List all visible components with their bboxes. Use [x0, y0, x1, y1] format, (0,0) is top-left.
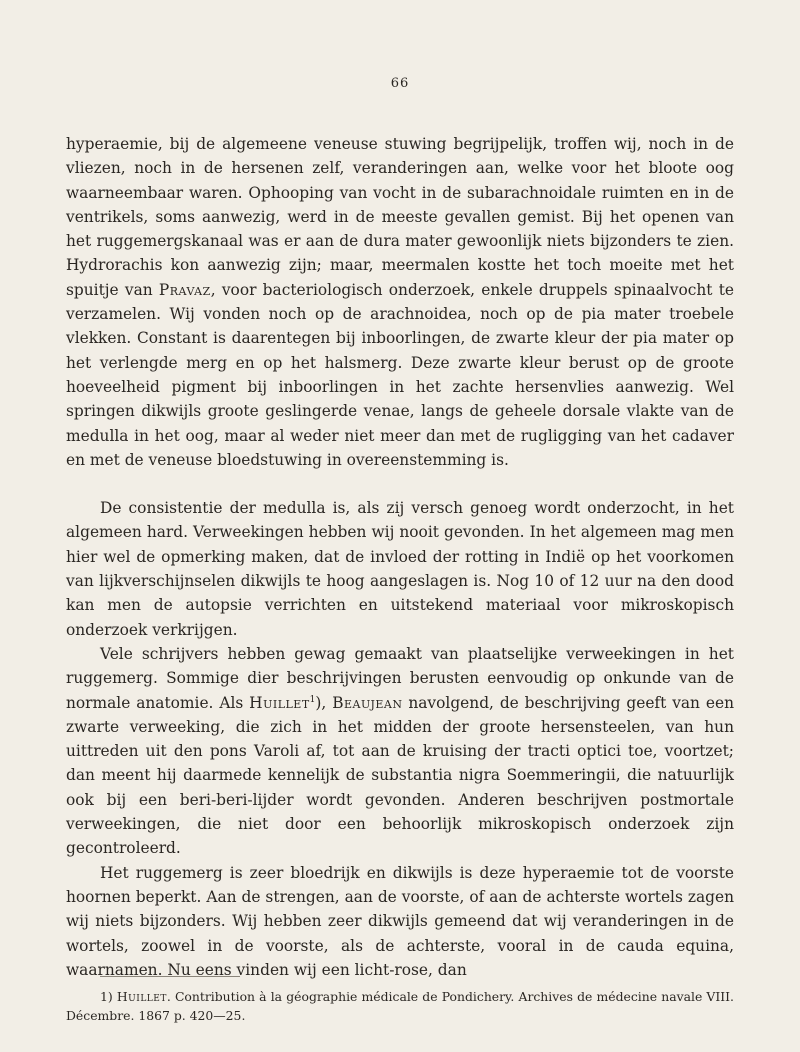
paragraph-3	[66, 642, 734, 861]
paragraph-3-text: Vele schrijvers hebben gewag gemaakt van plaatselijke verweekingen in het ruggemerg. Sommige dier beschrijvingen berusten eenvoudig op onkunde van de normale anatomie. Als	[66, 644, 734, 712]
page-number: 66	[390, 76, 410, 91]
main-text	[66, 132, 734, 982]
footnote-divider	[100, 976, 240, 977]
footnote-author: Huillet	[116, 989, 167, 1004]
paragraph-3-tail: navolgend, de beschrijving geeft van een zwarte verweeking, die zich in het midden der groote hersensteelen, van hun uittreden uit den pons Varoli af, tot aan de kruising der tracti optici toe, voortzet; dan meent hij daarmede kennelijk de substantia nigra Soemmeringii, die natuurlijk ook bij een beri-beri-lijder wordt gevonden. Anderen beschrijven postmortale verweekingen, die niet door een behoorlijk mikroskopisch onderzoek zijn gecontroleerd.	[66, 693, 734, 858]
author-name-pravaz: Pravaz	[158, 280, 211, 299]
paragraph-1-text: hyperaemie, bij de algemeene veneuse stuwing begrijpelijk, troffen wij, noch in de vliezen, noch in de hersenen zelf, veranderingen aan, welke voor het bloote oog waarneembaar waren. Ophooping van vocht in de subarachnoidale ruimten en in de ventrikels, soms aanwezig, werd in de meeste gevallen gemist. Bij het openen van het ruggemergskanaal was er aan de dura mater gewoonlijk niets bijzonders te zien. Hydrorachis kon aanwezig zijn; maar, meermalen kostte het toch moeite met het spuitje van	[66, 135, 734, 299]
paragraph-2: De consistentie der medulla is, als zij versch genoeg wordt onderzocht, in het algemeen hard. Verweekingen hebben wij nooit gevonden. In het algemeen mag men hier wel de opmerking maken, dat de invloed der rotting in Indië op het voorkomen van lijkverschijnselen dikwijls te hoog aangeslagen is. Nog 10 of 12 uur na den dood kan men de autopsie verrichten en uitstekend materiaal voor mikroskopisch onderzoek verkrijgen.	[66, 499, 734, 639]
paragraph-4: Het ruggemerg is zeer bloedrijk en dikwijls is deze hyperaemie tot de voorste hoornen beperkt. Aan de strengen, aan de voorste, of aan de achterste wortels zagen wij niets bijzonders. Wij hebben zeer dikwijls gemeend dat wij veranderingen in de wortels, zoowel in de voorste, als de achterste, vooral in de cauda equina, waarnamen. Nu eens vinden wij een licht-rose, dan	[66, 863, 734, 979]
footnote-line	[66, 987, 734, 1025]
paragraph-1	[66, 132, 734, 472]
footnote	[66, 987, 734, 1025]
paragraph-3-mid: ),	[315, 693, 333, 712]
paragraph-1-tail: , voor bacteriologisch onderzoek, enkele druppels spinaalvocht te verzamelen. Wij vonden noch op de arachnoidea, noch op de pia mater troebele vlekken. Constant is daarentegen bij inboorlingen, de zwarte kleur der pia mater op het verlengde merg en op het halsmerg. Deze zwarte kleur berust op de groote hoeveelheid pigment bij inboorlingen in het zachte hersenvlies aanwezig. Wel springen dikwijls groote geslingerde venae, langs de geheele dorsale vlakte van de medulla in het oog, maar al weder niet meer dan met de rugligging van het cadaver en met de veneuse bloedstuwing in overeenstemming is.	[66, 280, 734, 469]
footnote-text: . Contribution à la géographie médicale de Pondichery. Archives de médecine navale VIII. Décembre. 1867 p. 420—25.	[66, 989, 734, 1023]
author-name-beaujean: Beaujean	[332, 693, 403, 712]
footnote-marker: 1)	[100, 989, 117, 1004]
author-name-huillet: Huillet	[249, 693, 310, 712]
footnote-reference[interactable]: 1	[309, 694, 316, 705]
